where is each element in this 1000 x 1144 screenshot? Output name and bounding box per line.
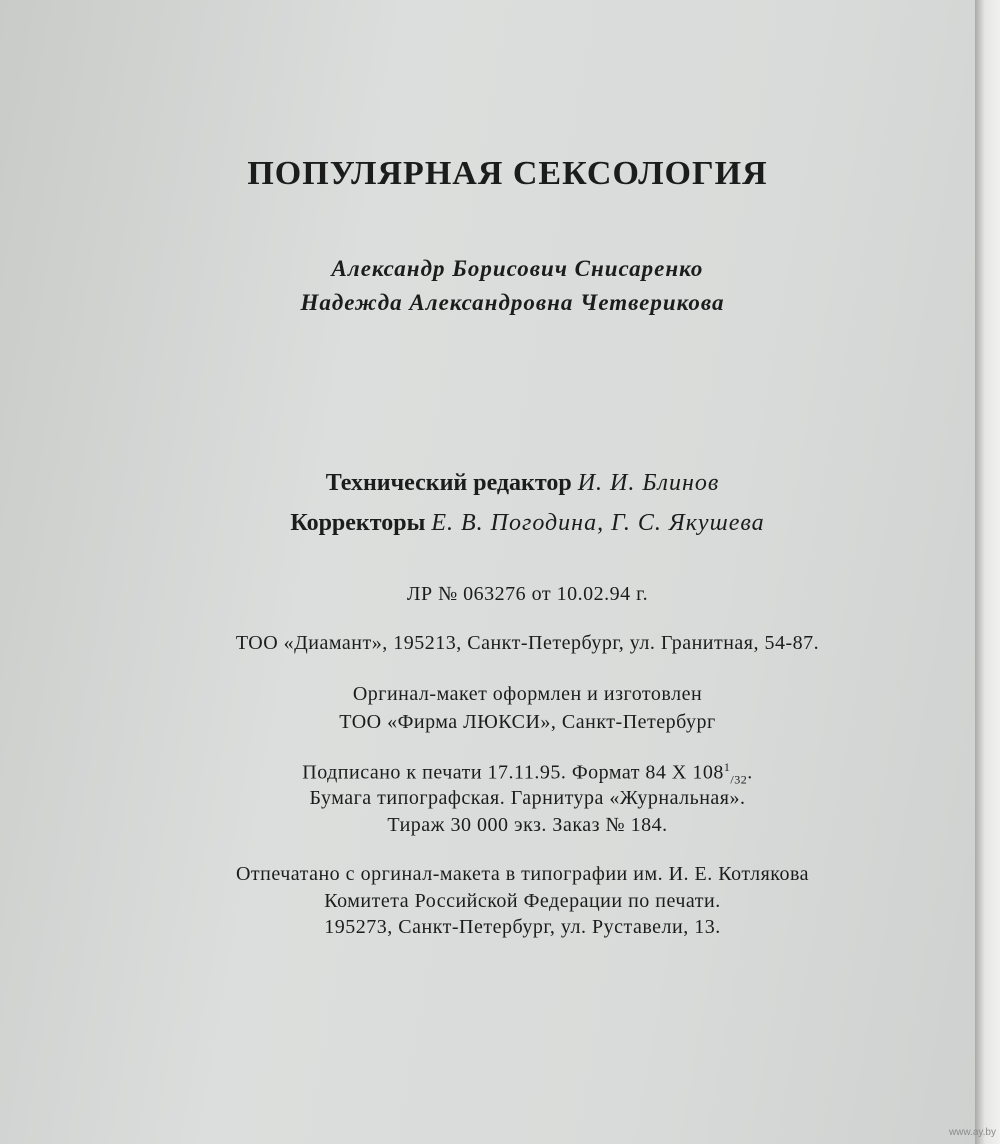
tech-editor-name: И. И. Блинов <box>577 470 720 496</box>
watermark: www.ay.by <box>948 1127 996 1138</box>
page-edge <box>975 0 1000 1144</box>
paper-line: Бумага типографская. Гарнитура «Журнальная». <box>309 787 746 809</box>
format-sup: 1 <box>723 760 731 774</box>
tech-editor-role: Технический редактор <box>325 470 572 496</box>
signed-line <box>40 760 1000 788</box>
layout-line-1: Оргинал-макет оформлен и изготовлен <box>352 683 703 705</box>
publisher-line: ТОО «Диамант», 195213, Санкт-Петербург, ул. Гранитная, 54-87. <box>235 632 820 654</box>
correctors-role: Корректоры <box>290 510 426 536</box>
book-title: ПОПУЛЯРНАЯ СЕКСОЛОГИЯ <box>247 155 768 192</box>
circulation-line: Тираж 30 000 экз. Заказ № 184. <box>387 814 668 836</box>
printed-line-1: Отпечатано с оргинал-макета в типографии им. И. Е. Котлякова <box>235 863 810 885</box>
author-1: Александр Борисович Снисаренко <box>331 256 704 281</box>
correctors-line <box>40 510 1000 537</box>
signed-prefix: Подписано к печати 17.11.95. Формат 84 X 108 <box>302 761 724 784</box>
layout-line-2: ТОО «Фирма ЛЮКСИ», Санкт-Петербург <box>339 711 716 733</box>
license-line: ЛР № 063276 от 10.02.94 г. <box>406 583 649 605</box>
printed-line-3: 195273, Санкт-Петербург, ул. Руставели, 13. <box>324 916 721 938</box>
signed-suffix: . <box>747 761 753 784</box>
tech-editor-line <box>35 470 1000 497</box>
author-2: Надежда Александровна Четверикова <box>300 290 725 315</box>
printed-line-2: Комитета Российской Федерации по печати. <box>324 890 721 912</box>
correctors-names: Е. В. Погодина, Г. С. Якушева <box>431 510 765 536</box>
format-sub: /32 <box>730 772 748 787</box>
